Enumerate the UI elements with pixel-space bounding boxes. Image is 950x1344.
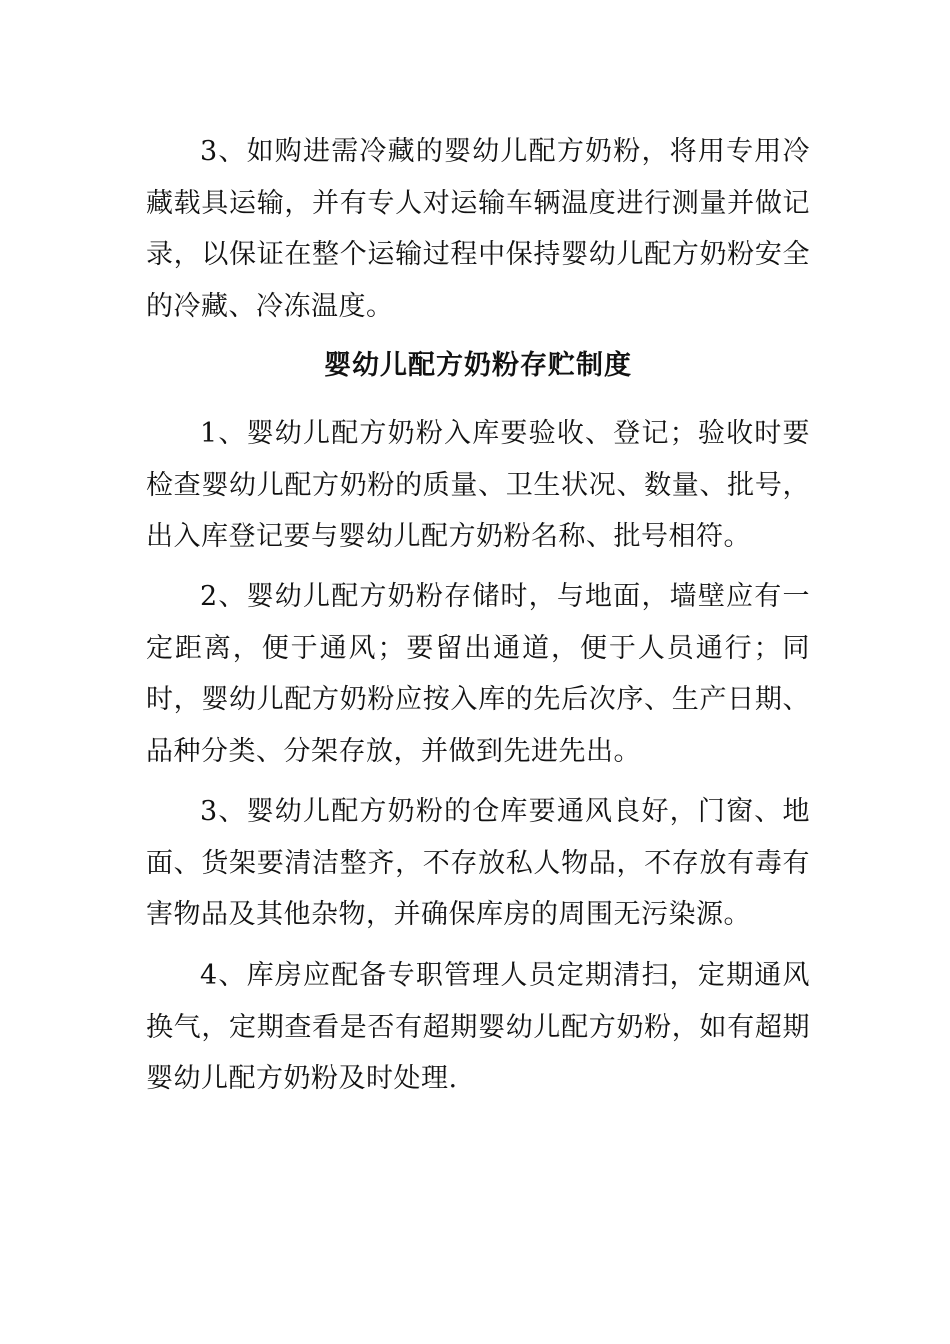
intro-paragraph: 3、如购进需冷藏的婴幼儿配方奶粉，将用专用冷藏载具运输，并有专人对运输车辆温度进行测量并做记录，以保证在整个运输过程中保持婴幼儿配方奶粉安全的冷藏、冷冻温度。: [146, 136, 810, 322]
section-title: 婴幼儿配方奶粉存贮制度: [324, 350, 632, 381]
rule-paragraph-4: 4、库房应配备专职管理人员定期清扫，定期通风换气，定期查看是否有超期婴幼儿配方奶粉，如有超期婴幼儿配方奶粉及时处理.: [146, 960, 810, 1094]
rule-paragraph-2: 2、婴幼儿配方奶粉存储时，与地面，墙壁应有一定距离，便于通风；要留出通道，便于人员通行；同时，婴幼儿配方奶粉应按入库的先后次序、生产日期、品种分类、分架存放，并做到先进先出。: [146, 581, 810, 767]
rule-paragraph-3: 3、婴幼儿配方奶粉的仓库要通风良好，门窗、地面、货架要清洁整齐，不存放私人物品，不存放有毒有害物品及其他杂物，并确保库房的周围无污染源。: [146, 796, 810, 930]
rule-paragraph-1: 1、婴幼儿配方奶粉入库要验收、登记；验收时要检查婴幼儿配方奶粉的质量、卫生状况、数量、批号，出入库登记要与婴幼儿配方奶粉名称、批号相符。: [146, 418, 810, 552]
